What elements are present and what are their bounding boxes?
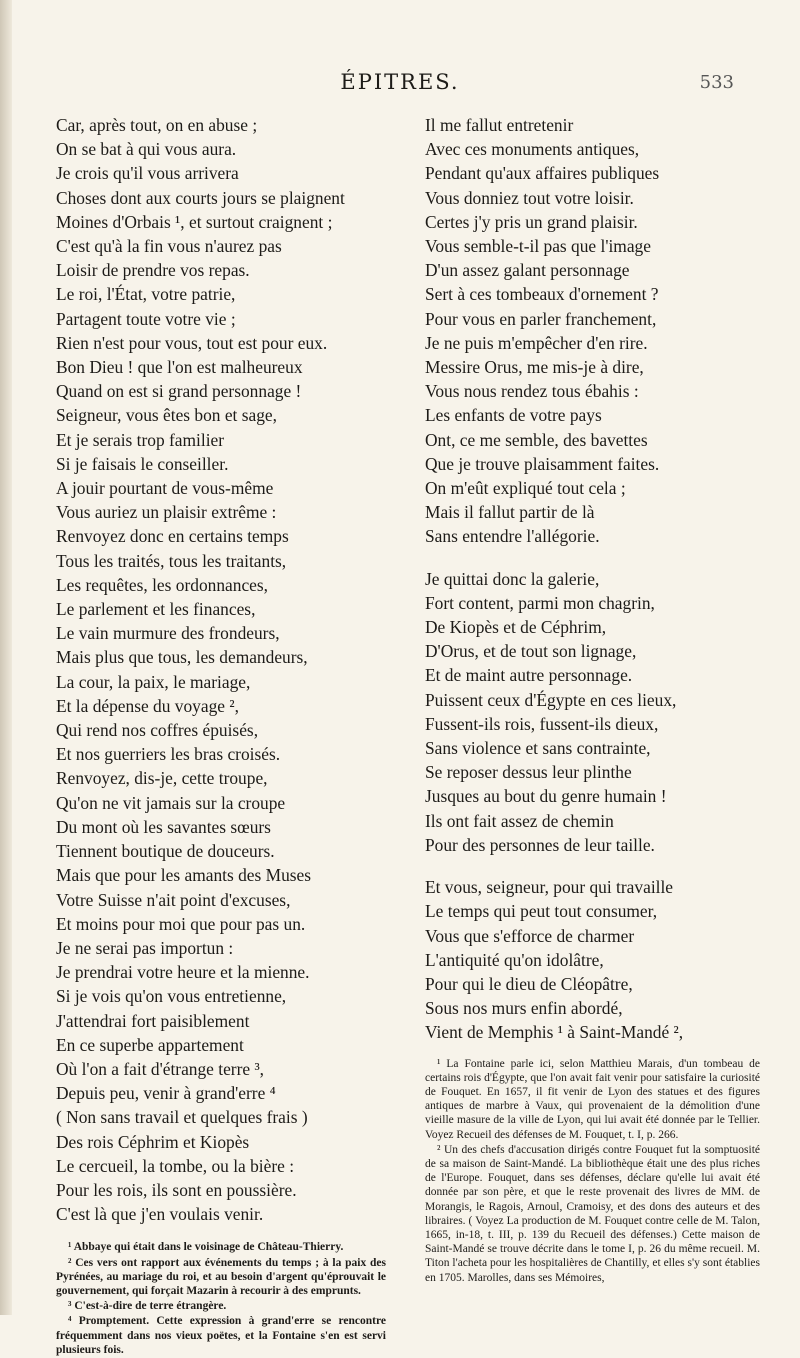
- verse-line: Le temps qui peut tout consumer,: [425, 901, 658, 922]
- verse-line: Et vous, seigneur, pour qui travaille: [425, 877, 674, 898]
- left-footnotes: [56, 1240, 386, 1357]
- verse-line: Tous les traités, tous les traitants,: [56, 550, 287, 571]
- verse-line: Et moins pour moi que pour pas un.: [56, 913, 306, 934]
- verse-line: Vous semble-t-il pas que l'image: [425, 236, 651, 257]
- footnote: ¹ La Fontaine parle ici, selon Matthieu Marais, d'un tombeau de certains rois d'Égypte, que l'on avait fait venir pour satisfaire la curiosité de Fouquet. En 1657, il fit venir de Lyon des statues et des figures antiques de marbre à Vaux, qui provenaient de la démolition d'une vieille masure de la ville de Lyon, qui lui avait été donnée par le Tellier. Voyez Recueil des défenses de M. Fouquet, t. I, p. 266.: [425, 1057, 760, 1141]
- verse-line: Pendant qu'aux affaires publiques: [425, 163, 660, 184]
- verse-line: Pour qui le dieu de Cléopâtre,: [425, 973, 633, 994]
- verse-line: Si je vois qu'on vous entretienne,: [56, 986, 287, 1007]
- verse-line: Partagent toute votre vie ;: [56, 308, 236, 329]
- verse-line: Le roi, l'État, votre patrie,: [56, 284, 236, 305]
- verse-line: Qu'on ne vit jamais sur la croupe: [56, 792, 286, 813]
- verse-line: Se reposer dessus leur plinthe: [425, 762, 632, 783]
- left-verse-block: [56, 113, 386, 1226]
- verse-line: Sans violence et sans contrainte,: [425, 738, 651, 759]
- running-title: ÉPITRES.: [340, 70, 460, 94]
- verse-line: Qui rend nos coffres épuisés,: [56, 720, 259, 741]
- verse-line: ( Non sans travail et quelques frais ): [56, 1107, 308, 1128]
- verse-line: Votre Suisse n'ait point d'excuses,: [56, 889, 291, 910]
- verse-line: Vous nous rendez tous ébahis :: [425, 381, 639, 402]
- verse-line: Je ne serai pas importun :: [56, 937, 234, 958]
- verse-line: Car, après tout, on en abuse ;: [56, 115, 258, 135]
- verse-line: Le cercueil, la tombe, ou la bière :: [56, 1155, 295, 1176]
- verse-line: Fussent-ils rois, fussent-ils dieux,: [425, 713, 659, 734]
- verse-line: Vous donniez tout votre loisir.: [425, 187, 634, 208]
- verse-line: Les enfants de votre pays: [425, 405, 602, 426]
- page-number: 533: [699, 72, 734, 93]
- verse-line: Depuis peu, venir à grand'erre ⁴: [56, 1083, 276, 1104]
- right-stanza-2: [425, 567, 760, 857]
- right-footnotes: [425, 1057, 760, 1285]
- verse-line: Les requêtes, les ordonnances,: [56, 574, 268, 595]
- footnote: ² Un des chefs d'accusation dirigés contre Fouquet fut la somptuosité de sa maison de Saint-Mandé. La bibliothèque était une des plus riches de l'Europe. Fouquet, dans ses défenses, déclare qu'elle lui avait été donnée par son père, et que le reste provenait des livres de MM. de Morangis, le Ragois, Arnoul, Cramoisy, et des dons des auteurs et des libraires. ( Voyez La production de M. Fouquet contre celle de M. Talon, 1665, in-18, t. III, p. 139 du Recueil des défenses.) Cette maison de Saint-Mandé se trouve décrite dans le tome I, p. 26 du même recueil. M. Titon l'acheta pour les hospitalières de Chantilly, et elles s'y sont établies en 1705. Marolles, dans ses Mémoires,: [425, 1143, 760, 1284]
- verse-line: La cour, la paix, le mariage,: [56, 671, 251, 692]
- verse-line: Mais plus que tous, les demandeurs,: [56, 647, 308, 668]
- verse-line: On se bat à qui vous aura.: [56, 139, 237, 160]
- verse-line: Renvoyez, dis-je, cette troupe,: [56, 768, 268, 789]
- verse-line: Et la dépense du voyage ²,: [56, 695, 239, 716]
- verse-line: Je prendrai votre heure et la mienne.: [56, 962, 310, 983]
- verse-line: L'antiquité qu'on idolâtre,: [425, 949, 604, 970]
- verse-line: Vous que s'efforce de charmer: [425, 925, 635, 946]
- verse-line: Sert à ces tombeaux d'ornement ?: [425, 284, 659, 305]
- verse-line: Messire Orus, me mis-je à dire,: [425, 357, 644, 378]
- verse-line: Je crois qu'il vous arrivera: [56, 163, 239, 184]
- verse-line: Pour les rois, ils sont en poussière.: [56, 1179, 297, 1200]
- verse-line: Et de maint autre personnage.: [425, 665, 633, 686]
- verse-line: J'attendrai fort paisiblement: [56, 1010, 250, 1031]
- footnote: ³ C'est-à-dire de terre étrangère.: [68, 1300, 227, 1313]
- verse-line: Mais il fallut partir de là: [425, 502, 595, 523]
- right-stanza-3: [425, 875, 760, 1044]
- left-column: [56, 113, 386, 1358]
- verse-line: Jusques au bout du genre humain !: [425, 786, 667, 807]
- verse-line: On m'eût expliqué tout cela ;: [425, 478, 626, 499]
- verse-line: Vient de Memphis ¹ à Saint-Mandé ²,: [425, 1022, 684, 1043]
- verse-line: Certes j'y pris un grand plaisir.: [425, 211, 638, 232]
- verse-line: En ce superbe appartement: [56, 1034, 244, 1055]
- verse-line: Je quittai donc la galerie,: [425, 568, 600, 589]
- verse-line: Quand on est si grand personnage !: [56, 381, 302, 402]
- right-stanza-1: [425, 113, 760, 549]
- verse-line: Le vain murmure des frondeurs,: [56, 623, 280, 644]
- verse-line: D'un assez galant personnage: [425, 260, 630, 281]
- verse-line: Le parlement et les finances,: [56, 599, 256, 620]
- running-head: [0, 70, 800, 100]
- verse-line: Où l'on a fait d'étrange terre ³,: [56, 1058, 264, 1079]
- verse-line: Et je serais trop familier: [56, 429, 225, 450]
- verse-line: Bon Dieu ! que l'on est malheureux: [56, 357, 303, 378]
- verse-line: Rien n'est pour vous, tout est pour eux.: [56, 332, 328, 353]
- verse-line: Fort content, parmi mon chagrin,: [425, 592, 655, 613]
- verse-line: C'est là que j'en voulais venir.: [56, 1204, 264, 1225]
- verse-line: C'est qu'à la fin vous n'aurez pas: [56, 236, 282, 257]
- verse-line: Il me fallut entretenir: [425, 115, 574, 135]
- verse-line: Avec ces monuments antiques,: [425, 139, 640, 160]
- verse-line: Je ne puis m'empêcher d'en rire.: [425, 332, 648, 353]
- verse-line: Sous nos murs enfin abordé,: [425, 998, 623, 1019]
- verse-line: Ont, ce me semble, des bavettes: [425, 429, 648, 450]
- verse-line: De Kiopès et de Céphrim,: [425, 617, 607, 638]
- verse-line: Du mont où les savantes sœurs: [56, 816, 271, 837]
- verse-line: D'Orus, et de tout son lignage,: [425, 641, 637, 662]
- right-column: [425, 113, 760, 1286]
- verse-line: Pour des personnes de leur taille.: [425, 834, 655, 855]
- verse-line: A jouir pourtant de vous-même: [56, 478, 274, 499]
- page-binding-shadow: [0, 0, 12, 1315]
- verse-line: Choses dont aux courts jours se plaignent: [56, 187, 345, 208]
- verse-line: Que je trouve plaisamment faites.: [425, 453, 660, 474]
- verse-line: Vous auriez un plaisir extrême :: [56, 502, 277, 523]
- verse-line: Tiennent boutique de douceurs.: [56, 841, 275, 862]
- verse-line: Sans entendre l'allégorie.: [425, 526, 600, 547]
- verse-line: Si je faisais le conseiller.: [56, 453, 229, 474]
- verse-line: Moines d'Orbais ¹, et surtout craignent ;: [56, 211, 333, 232]
- verse-line: Loisir de prendre vos repas.: [56, 260, 250, 281]
- footnote: ⁴ Promptement. Cette expression à grand'erre se rencontre fréquemment dans nos vieux poëtes, et la Fontaine s'en est servi plusieurs fois.: [56, 1315, 386, 1356]
- verse-line: Seigneur, vous êtes bon et sage,: [56, 405, 277, 426]
- verse-line: Pour vous en parler franchement,: [425, 308, 657, 329]
- verse-line: Mais que pour les amants des Muses: [56, 865, 312, 886]
- stanza-gap: [425, 857, 760, 875]
- verse-line: Ils ont fait assez de chemin: [425, 810, 614, 831]
- verse-line: Et nos guerriers les bras croisés.: [56, 744, 281, 765]
- stanza-gap: [425, 549, 760, 567]
- footnote: ² Ces vers ont rapport aux événements du temps ; à la paix des Pyrénées, au mariage du roi, et au besoin d'argent qu'éprouvait le gouvernement, qui forçait Mazarin à recourir à des emprunts.: [56, 1256, 386, 1297]
- footnote: ¹ Abbaye qui était dans le voisinage de Château-Thierry.: [68, 1241, 344, 1254]
- verse-line: Renvoyez donc en certains temps: [56, 526, 289, 547]
- verse-line: Puissent ceux d'Égypte en ces lieux,: [425, 689, 677, 710]
- verse-line: Des rois Céphrim et Kiopès: [56, 1131, 250, 1152]
